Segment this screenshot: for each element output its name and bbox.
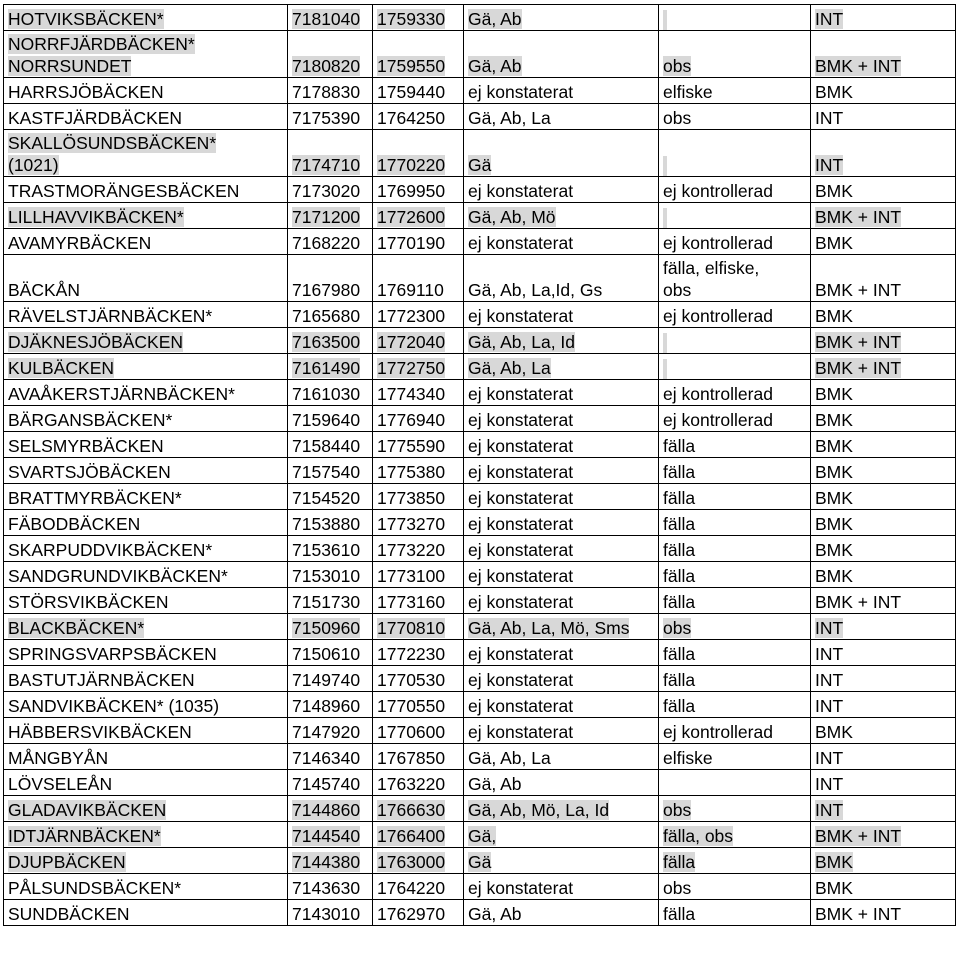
x-coordinate-cell: 7175390 [288,104,373,130]
method-cell: fälla [659,484,811,510]
y-coordinate-cell: 1770530 [373,666,464,692]
x-coordinate-cell: 7165680 [288,302,373,328]
x-coordinate-cell: 7163500 [288,328,373,354]
fish-species-cell: Gä, [464,822,659,848]
x-coordinate-cell: 7154520 [288,484,373,510]
stream-name-cell: RÄVELSTJÄRNBÄCKEN* [4,302,288,328]
stream-name-cell: TRASTMORÄNGESBÄCKEN [4,177,288,203]
method-cell: fälla [659,692,811,718]
x-coordinate-cell: 7148960 [288,692,373,718]
table-row [4,822,956,848]
x-coordinate-cell: 7143630 [288,874,373,900]
status-cell: BMK + INT [811,31,956,78]
fish-species-cell: Gä, Ab, Mö, La, Id [464,796,659,822]
x-coordinate-cell: 7178830 [288,78,373,104]
y-coordinate-cell: 1764220 [373,874,464,900]
table-row [4,5,956,31]
method-cell: elfiske [659,744,811,770]
highlight-mark [663,156,667,176]
y-coordinate-cell: 1773220 [373,536,464,562]
status-cell: INT [811,130,956,177]
table-row [4,229,956,255]
stream-name-cell: LILLHAVVIKBÄCKEN* [4,203,288,229]
status-cell: INT [811,104,956,130]
y-coordinate-cell: 1775380 [373,458,464,484]
table-row [4,432,956,458]
status-cell: BMK [811,432,956,458]
table-row [4,718,956,744]
stream-name-cell: NORRFJÄRDBÄCKEN* NORRSUNDET [4,31,288,78]
y-coordinate-cell: 1773160 [373,588,464,614]
fish-species-cell: ej konstaterat [464,458,659,484]
y-coordinate-cell: 1772230 [373,640,464,666]
status-cell: INT [811,5,956,31]
x-coordinate-cell: 7150610 [288,640,373,666]
status-cell: BMK [811,406,956,432]
table-row [4,562,956,588]
fish-species-cell: Gä, Ab [464,31,659,78]
status-cell: INT [811,614,956,640]
stream-name-cell: BÄRGANSBÄCKEN* [4,406,288,432]
status-cell: INT [811,744,956,770]
stream-name-cell: SELSMYRBÄCKEN [4,432,288,458]
fish-species-cell: ej konstaterat [464,177,659,203]
stream-name-cell: AVAÅKERSTJÄRNBÄCKEN* [4,380,288,406]
y-coordinate-cell: 1773850 [373,484,464,510]
x-coordinate-cell: 7174710 [288,130,373,177]
x-coordinate-cell: 7144540 [288,822,373,848]
method-cell: fälla [659,536,811,562]
status-cell: BMK + INT [811,328,956,354]
method-cell [659,203,811,229]
fish-species-cell: Gä [464,848,659,874]
status-cell: BMK [811,874,956,900]
x-coordinate-cell: 7161030 [288,380,373,406]
fish-species-cell: Gä, Ab, La [464,744,659,770]
x-coordinate-cell: 7168220 [288,229,373,255]
stream-name-cell: DJUPBÄCKEN [4,848,288,874]
table-row [4,203,956,229]
y-coordinate-cell: 1775590 [373,432,464,458]
method-cell: ej kontrollerad [659,177,811,203]
x-coordinate-cell: 7151730 [288,588,373,614]
status-cell: INT [811,770,956,796]
table-row [4,770,956,796]
table-row [4,848,956,874]
table-row [4,900,956,926]
table-row [4,484,956,510]
x-coordinate-cell: 7150960 [288,614,373,640]
x-coordinate-cell: 7180820 [288,31,373,78]
stream-name-cell: BLACKBÄCKEN* [4,614,288,640]
status-cell: INT [811,640,956,666]
method-cell: ej kontrollerad [659,406,811,432]
stream-name-cell: HARRSJÖBÄCKEN [4,78,288,104]
method-cell: obs [659,874,811,900]
method-cell: fälla, elfiske, obs [659,255,811,302]
fish-species-cell: ej konstaterat [464,562,659,588]
highlight-mark [663,359,667,379]
fish-species-cell: Gä, Ab, La [464,354,659,380]
status-cell: BMK [811,302,956,328]
y-coordinate-cell: 1772300 [373,302,464,328]
status-cell: BMK [811,510,956,536]
fish-species-cell: ej konstaterat [464,640,659,666]
fish-species-cell: Gä, Ab [464,5,659,31]
table-row [4,536,956,562]
stream-name-cell: SPRINGSVARPSBÄCKEN [4,640,288,666]
y-coordinate-cell: 1759330 [373,5,464,31]
status-cell: BMK [811,536,956,562]
fish-species-cell: ej konstaterat [464,692,659,718]
x-coordinate-cell: 7149740 [288,666,373,692]
method-cell [659,5,811,31]
y-coordinate-cell: 1763220 [373,770,464,796]
table-row [4,744,956,770]
status-cell: BMK [811,380,956,406]
fish-species-cell: Gä, Ab, Mö [464,203,659,229]
stream-name-cell: HOTVIKSBÄCKEN* [4,5,288,31]
table-row [4,354,956,380]
stream-name-cell: LÖVSELEÅN [4,770,288,796]
table-row [4,255,956,302]
table-row [4,302,956,328]
table-row [4,31,956,78]
status-cell: BMK [811,718,956,744]
status-cell: BMK + INT [811,588,956,614]
fish-species-cell: ej konstaterat [464,666,659,692]
method-cell: elfiske [659,78,811,104]
x-coordinate-cell: 7167980 [288,255,373,302]
fish-species-cell: ej konstaterat [464,432,659,458]
status-cell: BMK [811,484,956,510]
x-coordinate-cell: 7144380 [288,848,373,874]
stream-name-cell: SKARPUDDVIKBÄCKEN* [4,536,288,562]
status-cell: BMK + INT [811,354,956,380]
y-coordinate-cell: 1770190 [373,229,464,255]
table-row [4,458,956,484]
fish-species-cell: ej konstaterat [464,380,659,406]
y-coordinate-cell: 1772750 [373,354,464,380]
table-row [4,406,956,432]
stream-name-cell: BASTUTJÄRNBÄCKEN [4,666,288,692]
stream-name-cell: SUNDBÄCKEN [4,900,288,926]
fish-species-cell: Gä [464,130,659,177]
stream-name-cell: KASTFJÄRDBÄCKEN [4,104,288,130]
method-cell: fälla, obs [659,822,811,848]
table-body [4,5,956,926]
table-row [4,796,956,822]
status-cell: BMK [811,78,956,104]
highlight-mark [663,208,667,228]
stream-name-cell: HÄBBERSVIKBÄCKEN [4,718,288,744]
stream-name-cell: SANDGRUNDVIKBÄCKEN* [4,562,288,588]
method-cell: fälla [659,562,811,588]
status-cell: BMK + INT [811,203,956,229]
y-coordinate-cell: 1766630 [373,796,464,822]
y-coordinate-cell: 1764250 [373,104,464,130]
fish-species-cell: ej konstaterat [464,406,659,432]
method-cell: fälla [659,588,811,614]
table-row [4,692,956,718]
status-cell: BMK [811,562,956,588]
fish-species-cell: ej konstaterat [464,302,659,328]
status-cell: BMK [811,848,956,874]
table-row [4,874,956,900]
x-coordinate-cell: 7145740 [288,770,373,796]
x-coordinate-cell: 7153880 [288,510,373,536]
method-cell: ej kontrollerad [659,302,811,328]
highlight-mark [663,333,667,353]
x-coordinate-cell: 7153010 [288,562,373,588]
status-cell: BMK [811,229,956,255]
status-cell: BMK + INT [811,822,956,848]
table-row [4,380,956,406]
table-row [4,666,956,692]
method-cell: obs [659,614,811,640]
method-cell: ej kontrollerad [659,718,811,744]
x-coordinate-cell: 7158440 [288,432,373,458]
status-cell: BMK [811,177,956,203]
y-coordinate-cell: 1773270 [373,510,464,536]
y-coordinate-cell: 1759550 [373,31,464,78]
method-cell [659,328,811,354]
method-cell: obs [659,796,811,822]
table-row [4,614,956,640]
y-coordinate-cell: 1769950 [373,177,464,203]
y-coordinate-cell: 1769110 [373,255,464,302]
y-coordinate-cell: 1763000 [373,848,464,874]
y-coordinate-cell: 1766400 [373,822,464,848]
fish-species-cell: ej konstaterat [464,536,659,562]
highlight-mark [663,10,667,30]
y-coordinate-cell: 1774340 [373,380,464,406]
x-coordinate-cell: 7157540 [288,458,373,484]
y-coordinate-cell: 1759440 [373,78,464,104]
stream-name-cell: SANDVIKBÄCKEN* (1035) [4,692,288,718]
y-coordinate-cell: 1767850 [373,744,464,770]
stream-name-cell: IDTJÄRNBÄCKEN* [4,822,288,848]
stream-name-cell: SVARTSJÖBÄCKEN [4,458,288,484]
table-row [4,640,956,666]
method-cell: fälla [659,848,811,874]
fish-species-cell: ej konstaterat [464,588,659,614]
y-coordinate-cell: 1770600 [373,718,464,744]
fish-species-cell: Gä, Ab [464,900,659,926]
stream-name-cell: BRATTMYRBÄCKEN* [4,484,288,510]
table-row [4,588,956,614]
table-row [4,328,956,354]
x-coordinate-cell: 7144860 [288,796,373,822]
y-coordinate-cell: 1772600 [373,203,464,229]
stream-table [3,4,956,926]
method-cell [659,770,811,796]
table-row [4,510,956,536]
method-cell: fälla [659,900,811,926]
method-cell: obs [659,31,811,78]
fish-species-cell: Gä, Ab, La, Mö, Sms [464,614,659,640]
x-coordinate-cell: 7143010 [288,900,373,926]
y-coordinate-cell: 1770810 [373,614,464,640]
y-coordinate-cell: 1776940 [373,406,464,432]
y-coordinate-cell: 1773100 [373,562,464,588]
method-cell: fälla [659,510,811,536]
x-coordinate-cell: 7161490 [288,354,373,380]
table-row [4,78,956,104]
table-row [4,104,956,130]
status-cell: BMK + INT [811,255,956,302]
fish-species-cell: ej konstaterat [464,484,659,510]
method-cell: fälla [659,458,811,484]
method-cell: obs [659,104,811,130]
status-cell: INT [811,666,956,692]
stream-name-cell: GLADAVIKBÄCKEN [4,796,288,822]
y-coordinate-cell: 1762970 [373,900,464,926]
status-cell: BMK [811,458,956,484]
stream-name-cell: SKALLÖSUNDSBÄCKEN* (1021) [4,130,288,177]
stream-name-cell: DJÄKNESJÖBÄCKEN [4,328,288,354]
x-coordinate-cell: 7147920 [288,718,373,744]
y-coordinate-cell: 1772040 [373,328,464,354]
stream-name-cell: BÄCKÅN [4,255,288,302]
stream-name-cell: KULBÄCKEN [4,354,288,380]
stream-name-cell: MÅNGBYÅN [4,744,288,770]
fish-species-cell: ej konstaterat [464,510,659,536]
method-cell: ej kontrollerad [659,380,811,406]
method-cell: fälla [659,640,811,666]
method-cell [659,130,811,177]
status-cell: INT [811,692,956,718]
fish-species-cell: Gä, Ab, La [464,104,659,130]
y-coordinate-cell: 1770550 [373,692,464,718]
method-cell: fälla [659,666,811,692]
stream-name-cell: FÄBODBÄCKEN [4,510,288,536]
y-coordinate-cell: 1770220 [373,130,464,177]
table-row [4,130,956,177]
stream-name-cell: STÖRSVIKBÄCKEN [4,588,288,614]
x-coordinate-cell: 7181040 [288,5,373,31]
x-coordinate-cell: 7159640 [288,406,373,432]
stream-name-cell: AVAMYRBÄCKEN [4,229,288,255]
fish-species-cell: Gä, Ab, La,Id, Gs [464,255,659,302]
x-coordinate-cell: 7146340 [288,744,373,770]
x-coordinate-cell: 7173020 [288,177,373,203]
method-cell: fälla [659,432,811,458]
fish-species-cell: ej konstaterat [464,229,659,255]
fish-species-cell: Gä, Ab, La, Id [464,328,659,354]
x-coordinate-cell: 7153610 [288,536,373,562]
fish-species-cell: Gä, Ab [464,770,659,796]
status-cell: BMK + INT [811,900,956,926]
table-row [4,177,956,203]
method-cell: ej kontrollerad [659,229,811,255]
status-cell: INT [811,796,956,822]
stream-name-cell: PÅLSUNDSBÄCKEN* [4,874,288,900]
fish-species-cell: ej konstaterat [464,874,659,900]
x-coordinate-cell: 7171200 [288,203,373,229]
method-cell [659,354,811,380]
fish-species-cell: ej konstaterat [464,78,659,104]
fish-species-cell: ej konstaterat [464,718,659,744]
